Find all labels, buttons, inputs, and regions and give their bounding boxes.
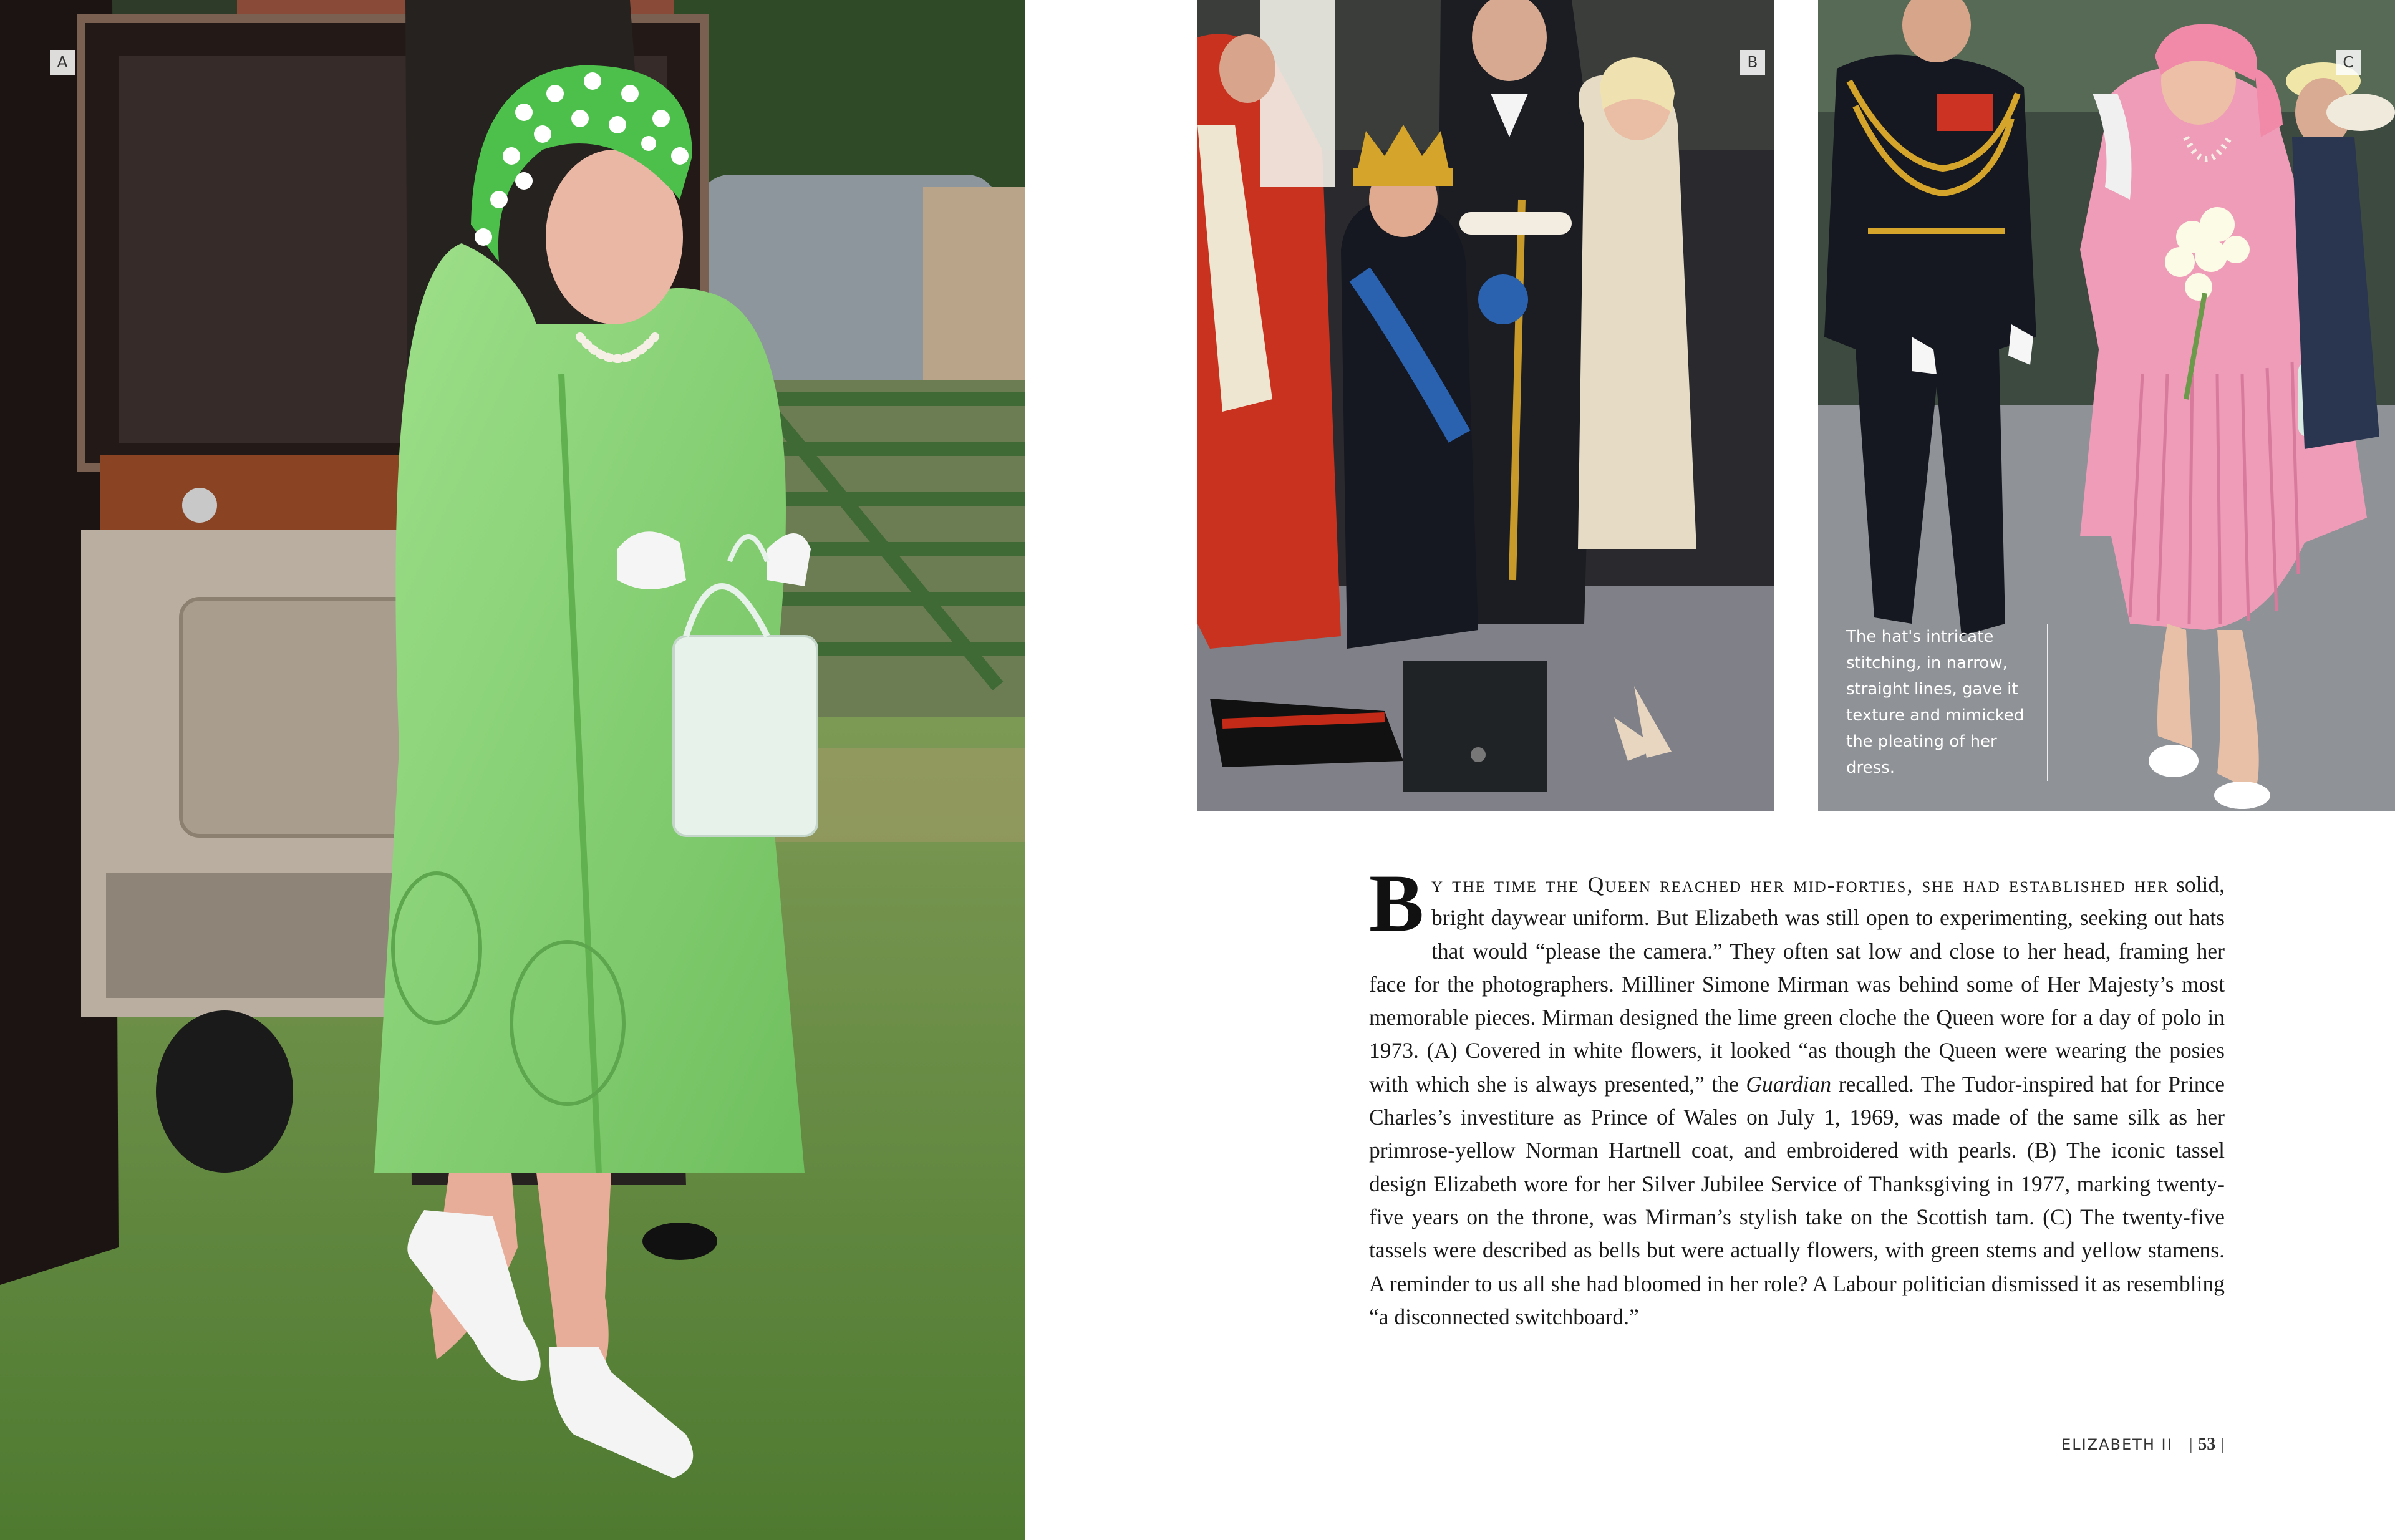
photo-b-investiture	[1198, 0, 1774, 811]
photo-label-c: C	[2336, 50, 2361, 75]
page-number: 53	[2198, 1435, 2216, 1454]
footer-separator-end: |	[2215, 1436, 2225, 1453]
article-text-part-1: solid, bright daywear uniform. But Elizabeth was still open to experimenting, seeking out hats that would “please the camera.” They often sat low and close to her head, framing her face for the photographers. Milliner Simone Mirman was behind some of Her Majesty’s most memorable pieces. Mirman designed the lime green cloche the Queen wore for a day of polo in 1973. (A) Covered in white flowers, it looked “as though the Queen were wearing the posies with which she is always presented,” the	[1369, 872, 2225, 1097]
article-text-part-2: recalled. The Tudor-inspired hat for Prince Charles’s investiture as Prince of Wales on July 1, 1969, was made of the same silk as her primrose-yellow Norman Hartnell coat, and embroidered with pearls. (B) The iconic tassel design Elizabeth wore for her Silver Jubilee Service of Thanksgiving in 1977, marking twenty-five years on the throne, was Mirman’s stylish take on the Scottish tam. (C) The twenty-five tassels were described as bells but were actually flowers, with green stems and yellow stamens. A reminder to us all she had bloomed in her role? A Labour politician dismissed it as resembling “a disconnected switchboard.”	[1369, 1071, 2225, 1329]
photo-caption: The hat's intricate stitching, in narrow, straight lines, gave it texture and mimicked the pleating of her dress.	[1846, 624, 2048, 781]
article-body	[1369, 857, 2225, 1334]
photo-label-b: B	[1740, 50, 1765, 75]
photo-a-queen-green-coat	[0, 0, 1025, 1540]
page-footer	[2058, 1435, 2225, 1455]
publication-name: Guardian	[1746, 1071, 1832, 1097]
footer-separator: |	[2179, 1436, 2199, 1453]
photo-label-a: A	[50, 50, 75, 75]
article-lead: y the time the Queen reached her mid-forties, she had established her	[1431, 872, 2170, 897]
drop-cap: B	[1369, 857, 1425, 949]
running-head: ELIZABETH II	[2061, 1436, 2173, 1453]
